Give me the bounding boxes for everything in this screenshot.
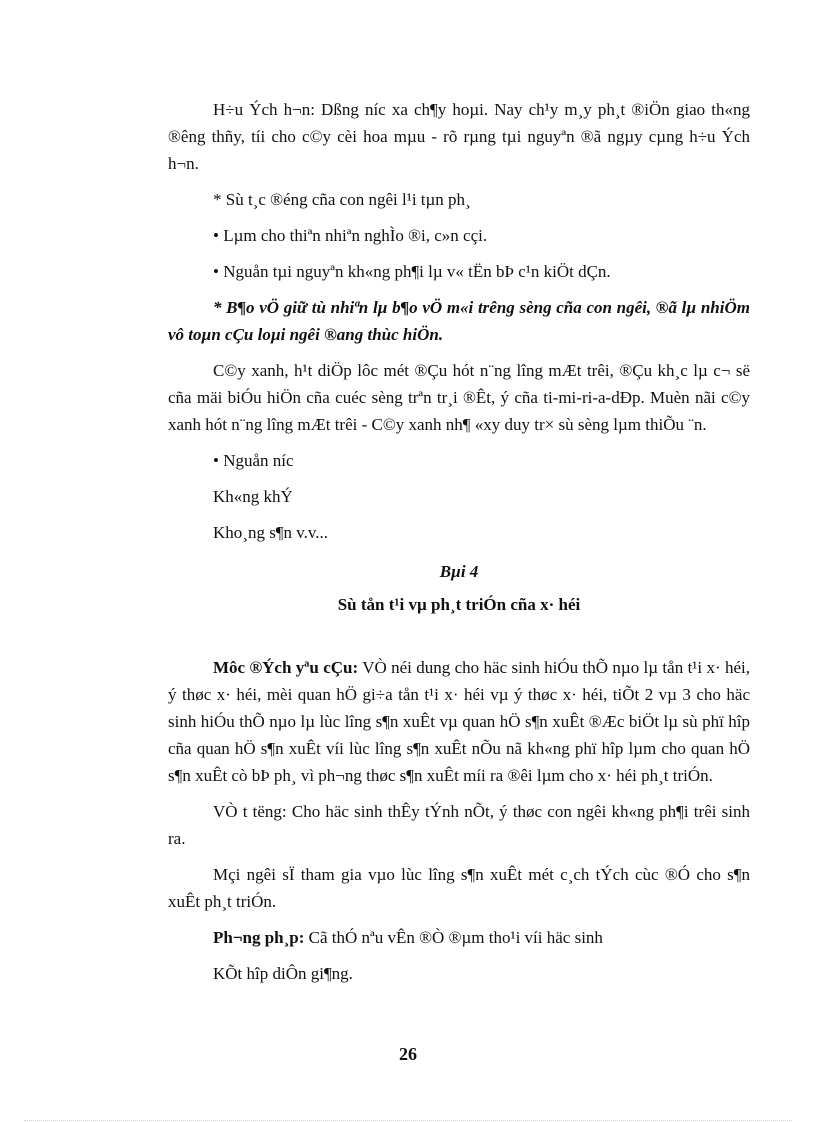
lesson-title: Sù tån t¹i vµ ph¸t triÓn cña x· héi	[337, 595, 581, 614]
list-item: Kh«ng khÝ	[213, 487, 293, 506]
page-number: 26	[399, 1044, 417, 1064]
paragraph: Mçi ngêi sÏ tham gia vµo lùc lîng s¶n xuÊt mét c¸ch tÝch cùc ®Ó cho s¶n xuÊt ph¸t triÓn.	[168, 865, 750, 911]
bullet-item: • Nguån níc	[213, 451, 294, 470]
bullet-item: • Lµm cho thiªn nhiªn nghÌo ®i, c»n cçi.	[213, 226, 488, 245]
page-body	[168, 96, 750, 996]
paragraph: H÷u Ých h¬n: Dßng níc xa ch¶y hoµi. Nay ch¹y m¸y ph¸t ®iÖn giao th«ng ®êng thñy, tíi cho c©y cèi hoa mµu - rõ rµng tµi nguyªn ®ã ngµy cµng h÷u Ých h¬n.	[168, 100, 750, 173]
lesson-label: Bµi 4	[439, 562, 479, 581]
objectives-text: VÒ néi dung cho häc sinh hiÓu thÕ nµo lµ tån t¹i x· héi, ý thøc x· héi, mèi quan hÖ gi÷a tån t¹i x· héi vµ ý thøc x· héi, tiÕt 2 vµ 3 cho häc sinh hiÓu thÕ nµo lµ lùc lîng s¶n xuÊt vµ quan hÖ s¶n xuÊt ®Æc biÖt lµ sù phï hîp cña quan hÖ s¶n xuÊt víi lùc lîng s¶n xuÊt nÕu nã kh«ng phï hîp lµm cho quan hÖ s¶n xuÊt cò bÞ ph¸ vì ph¬ng thøc s¶n xuÊt míi ra ®êi lµm cho x· héi ph¸t triÓn.	[168, 658, 751, 785]
paragraph: C©y xanh, h¹t diÖp lôc mét ®Çu hót n¨ng lîng mÆt trêi, ®Çu kh¸c lµ c¬ së cña mäi biÓu hiÖn cña cuéc sèng trªn tr¸i ®Êt, ý cña ti-mi-ri-a-dÐp. Muèn nãi c©y xanh hót n¨ng lîng mÆt trêi - C©y xanh nh¶ «xy duy tr× sù sèng lµm thiÕu ¨n.	[168, 361, 750, 434]
paragraph: * Sù t¸c ®éng cña con ngêi l¹i tµn ph¸	[213, 190, 471, 209]
paragraph: KÕt hîp diÔn gi¶ng.	[213, 964, 353, 983]
method-text: Cã thÓ nªu vÊn ®Ò ®µm tho¹i víi häc sinh	[304, 928, 603, 947]
bullet-item: • Nguån tµi nguyªn kh«ng ph¶i lµ v« tËn bÞ c¹n kiÖt dÇn.	[213, 262, 611, 281]
method-label: Ph¬ng ph¸p:	[213, 928, 305, 947]
objectives-label: Môc ®Ých yªu cÇu:	[213, 658, 359, 677]
emphasis-paragraph: * B¶o vÖ giữ tù nhiªn lµ b¶o vÖ m«i trêng sèng cña con ngêi, ®ã lµ nhiÖm vô toµn cÇu loµi ngêi ®ang thùc hiÖn.	[168, 298, 750, 344]
paragraph: VÒ t tëng: Cho häc sinh thÊy tÝnh nÕt, ý thøc con ngêi kh«ng ph¶i trêi sinh ra.	[168, 802, 750, 848]
list-item: Kho¸ng s¶n v.v...	[213, 523, 329, 542]
page-bottom-divider	[24, 1120, 792, 1121]
paragraph-method	[168, 924, 750, 951]
paragraph-objectives	[168, 654, 750, 789]
